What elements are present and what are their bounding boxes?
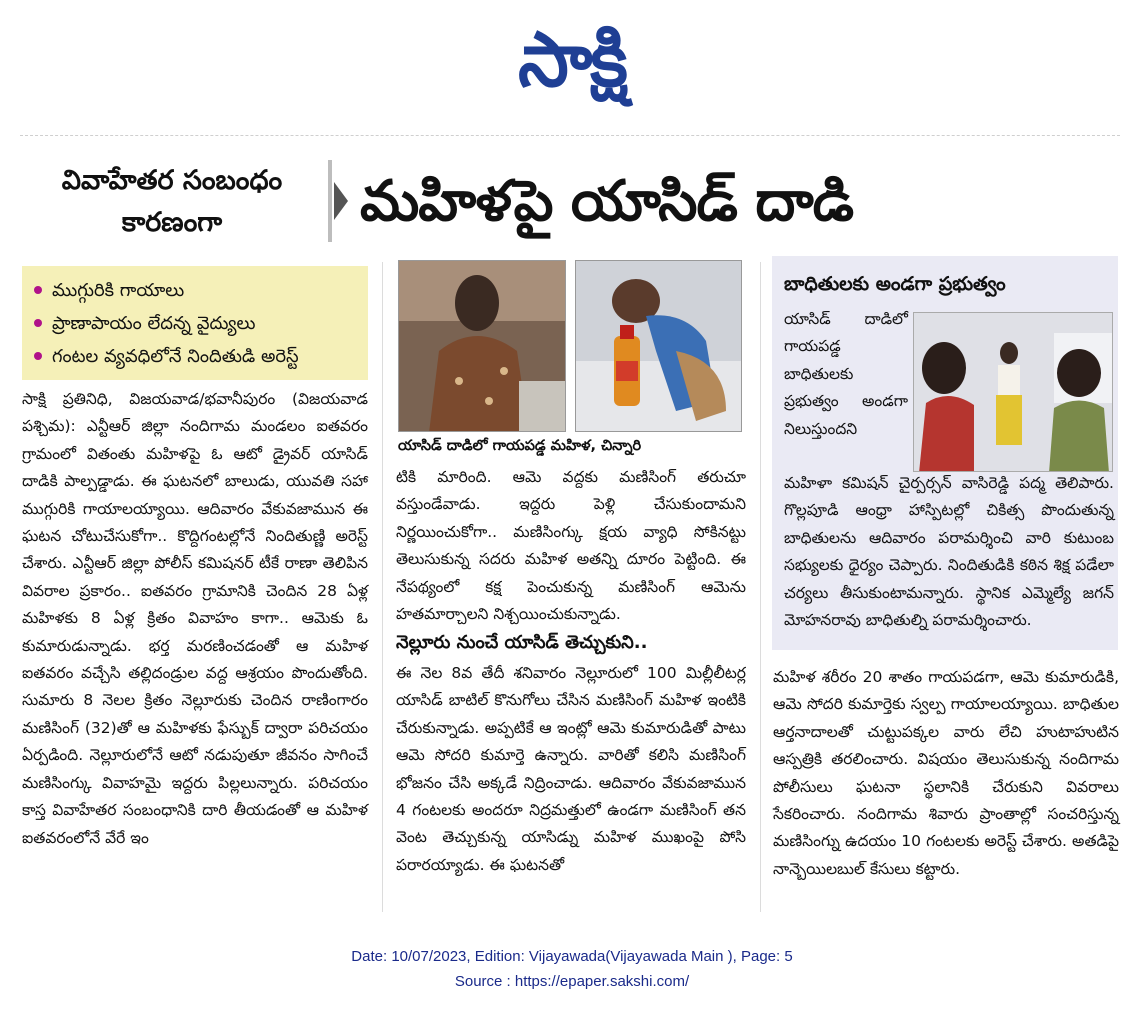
photo-woman-image <box>399 261 566 432</box>
kicker <box>22 160 322 244</box>
sakshi-logo: సాక్షి <box>518 14 626 104</box>
photo-caption: యాసిడ్ దాడిలో గాయపడ్డ మహిళ, చిన్నారి <box>398 438 642 454</box>
article-text: సాక్షి ప్రతినిధి, విజయవాడ/భవానీపురం (విజయవాడ పశ్చిమ): ఎన్టీఆర్ జిల్లా నందిగామ మండలం ఐతవరం గ్రామంలో వితంతు మహిళపై ఓ ఆటో డ్రైవర్ యాసిడ్ దాడికి పాల్పడ్డాడు. ఈ ఘటనలో బాలుడు, యువతి సహా ముగ్గురికి గాయాలయ్యాయి. ఆదివారం వేకువజామున ఈ ఘటన చోటుచేసుకోగా.. కొద్దిగంటల్లోనే నిందితుణ్ణి అరెస్ట్ చేశారు. ఎన్టీఆర్ జిల్లా పోలీస్ కమిషనర్ టీకే రాణా తెలిపిన వివరాల ప్రకారం.. ఐతవరం గ్రామానికి చెందిన 28 ఏళ్ల మహిళకు 8 ఏళ్ల క్రితం వివాహం కాగా.. ఆమెకు ఓ కుమారుడున్నాడు. భర్త మరణించడంతో ఆ మహిళ ఐతవరం వచ్చేసి తల్లిదండ్రుల వద్ద ఆశ్రయం పొందుతోంది. సుమారు 8 నెలల క్రితం నెల్లూరుకు చెందిన రాణింగారం మణిసింగ్ (32)తో ఆ మహిళకు ఫేస్బుక్ ద్వారా పరిచయం ఏర్పడింది. నెల్లూరులోనే ఆటో నడుపుతూ జీవనం సాగించే మణిసింగ్కు వివాహమై ఇద్దరు పిల్లలున్నారు. పరిచయం కాస్త వివాహేతర సంబంధానికి దారి తీయడంతో ఆ మహిళ ఐతవరంలోనే వేరే ఇం <box>22 390 368 847</box>
photo-child-image <box>576 261 742 432</box>
highlights-box <box>22 266 368 380</box>
kicker-arrow-icon <box>328 160 350 242</box>
sidebar-text: యాసిడ్ దాడిలో గాయపడ్డ బాధితులకు ప్రభుత్వం అండగా నిలుస్తుందని <box>784 310 908 438</box>
masthead <box>0 0 1144 130</box>
edition-info: Date: 10/07/2023, Edition: Vijayawada(Vijayawada Main ), Page: 5 <box>351 948 793 965</box>
headline: మహిళపై యాసిడ్ దాడి <box>360 169 854 234</box>
kicker-line-1: వివాహేతర సంబంధం <box>61 165 283 196</box>
highlight-item: గంటల వ్యవధిలోనే నిందితుడి అరెస్ట్ <box>32 340 358 373</box>
photo-visit-image <box>914 313 1113 472</box>
article-text: టికి మారింది. ఆమె వద్దకు మణిసింగ్ తరుచూ వస్తుండేవాడు. ఇద్దరు పెళ్లి చేసుకుందామని నిర్ణయించుకోగా.. మణిసింగ్కు క్షయ వ్యాధి సోకినట్టు తెలుసుకున్న సదరు మహిళ అతన్ని దూరం పెట్టింది. ఈ నేపథ్యంలో కక్ష పెంచుకున్న మణిసింగ్ ఆమెను హతమార్చాలని నిశ్చయించుకున్నాడు. <box>396 468 746 624</box>
child-photo <box>575 260 742 432</box>
column-divider <box>382 262 383 912</box>
article-column-2-bottom <box>396 660 746 879</box>
highlight-item: ప్రాణాపాయం లేదన్న వైద్యులు <box>32 307 358 340</box>
article-column-1 <box>22 386 368 852</box>
kicker-line-2: కారణంగా <box>121 207 223 238</box>
article-text: ఈ నెల 8వ తేదీ శనివారం నెల్లూరులో 100 మిల్లీలీటర్ల యాసిడ్ బాటిల్ కొనుగోలు చేసిన మణిసింగ్ మహిళ ఇంటికి చేరుకున్నాడు. అప్పటికే ఆ ఇంట్లో ఆమె కుమారుడితో పాటు ఆమె సోదరి కుమార్తె ఉన్నారు. వారితో కలిసి మణిసింగ్ భోజనం చేసి అక్కడే నిద్రించాడు. ఆదివారం వేకువజామున 4 గంటలకు అందరూ నిద్రమత్తులో ఉండగా మణిసింగ్ తన వెంట తెచ్చుకున్న యాసిడ్ను మహిళ ముఖంపై పోసి పరారయ్యాడు. ఈ ఘటనతో <box>396 664 746 874</box>
article-column-3 <box>773 664 1119 883</box>
highlight-item: ముగ్గురికి గాయాలు <box>32 274 358 307</box>
victim-photo <box>398 260 566 432</box>
header-divider <box>20 135 1120 136</box>
commission-photo <box>913 312 1113 472</box>
sidebar-text: మహిళా కమిషన్ చైర్పర్సన్ వాసిరెడ్డి పద్మ తెలిపారు. గొల్లపూడి ఆంధ్రా హాస్పిటల్లో చికిత్స పొందుతున్న బాధితులను ఆదివారం పరామర్శించి వారి కుటుంబ సభ్యులకు ధైర్యం చెప్పారు. నిందితుడికి కఠిన శిక్ష పడేలా చర్యలు తీసుకుంటామన్నారు. స్థానిక ఎమ్మెల్యే జగన్ మోహనరావు బాధితుల్ని పరామర్శించారు. <box>784 474 1114 630</box>
footer <box>0 944 1144 994</box>
sidebar-box <box>772 256 1118 650</box>
sidebar-title: బాధితులకు అండగా ప్రభుత్వం <box>784 273 1006 295</box>
column-divider <box>760 262 761 912</box>
article-column-2-top <box>396 464 746 628</box>
bullet-icon <box>34 352 42 360</box>
source-link[interactable]: Source : https://epaper.sakshi.com/ <box>454 973 690 990</box>
subheading: నెల్లూరు నుంచే యాసిడ్ తెచ్చుకుని.. <box>396 632 648 653</box>
bullet-icon <box>34 286 42 294</box>
bullet-icon <box>34 319 42 327</box>
article-text: మహిళ శరీరం 20 శాతం గాయపడగా, ఆమె కుమారుడికి, ఆమె సోదరి కుమార్తెకు స్వల్ప గాయాలయ్యాయి. బాధితుల ఆర్తనాదాలతో చుట్టుపక్కల వారు లేచి హుటాహుటిన ఆస్పత్రికి తరలించారు. విషయం తెలుసుకున్న నందిగామ పోలీసులు ఘటనా స్థలానికి చేరుకుని వివరాలు సేకరించారు. నందిగామ శివారు ప్రాంతాల్లో సంచరిస్తున్న మణిసింగ్ను ఉదయం 10 గంటలకు అరెస్ట్ చేశారు. అతడిపై నాన్బెయిలబుల్ కేసులు కట్టారు. <box>773 668 1119 878</box>
